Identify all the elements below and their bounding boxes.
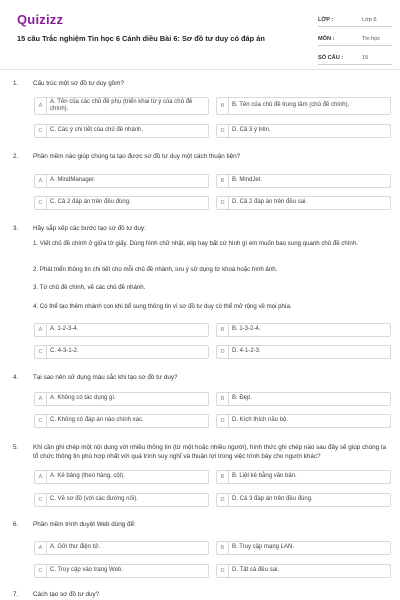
option-5a[interactable] xyxy=(34,470,209,484)
quizizz-logo[interactable]: Quizizz xyxy=(17,12,64,27)
option-text: A. Tên của các chủ đề phụ (triển khai từ ý của chủ đề chính). xyxy=(50,98,193,112)
option-letter: B xyxy=(217,471,229,483)
option-text: A. 1-2-3-4. xyxy=(50,326,79,333)
option-1b[interactable] xyxy=(216,97,391,115)
option-letter: C xyxy=(35,197,47,209)
option-text: A. Không có tác dụng gì. xyxy=(50,395,116,402)
option-text: C. Cả 2 đáp án trên đều đúng. xyxy=(50,199,131,206)
option-text: B. Đẹp. xyxy=(232,395,253,402)
question-text: Cách tạo sơ đồ tư duy? xyxy=(33,591,100,598)
option-text: D. Tất cả đều sai. xyxy=(232,567,279,574)
option-2d[interactable] xyxy=(216,196,391,210)
meta-info xyxy=(318,11,392,65)
worksheet-header xyxy=(0,0,400,70)
step-2: 2. Phát triển thông tin chi tiết cho mỗi chủ đề nhánh, lưu ý sử dụng từ khoá hoặc hình ảnh. xyxy=(33,266,278,273)
question-number: 7. xyxy=(13,591,19,598)
option-letter: C xyxy=(35,415,47,427)
option-text: B. Truy cập mạng LAN. xyxy=(232,544,295,551)
option-text: D. Cả 3 đáp án trên đều đúng. xyxy=(232,496,313,503)
option-letter: A xyxy=(35,175,47,187)
option-letter: A xyxy=(35,98,47,114)
option-letter: A xyxy=(35,542,47,554)
option-3a[interactable] xyxy=(34,323,209,337)
option-4c[interactable] xyxy=(34,414,209,428)
step-4: 4. Có thể tạo thêm nhánh con khi bổ sung thông tin vì sơ đồ tư duy có thể mở rộng về mọi phía. xyxy=(33,303,292,310)
question-number: 2. xyxy=(13,153,19,160)
option-6b[interactable] xyxy=(216,541,391,555)
option-2b[interactable] xyxy=(216,174,391,188)
question-text: Cấu trúc một sơ đồ tư duy gồm? xyxy=(33,80,124,87)
option-letter: B xyxy=(217,542,229,554)
option-text: C. Các ý chi tiết của chủ đề nhánh. xyxy=(50,127,144,134)
option-text: A. MindManager. xyxy=(50,177,96,184)
meta-label-count: SỐ CÂU : xyxy=(318,55,344,61)
step-1: 1. Viết chủ đề chính ở giữa tờ giấy. Dùng hình chữ nhật, elip hay bất cứ hình gì em muốn bao xung quanh chủ đề chính. xyxy=(33,240,358,247)
question-text: Phần mềm trình duyệt Web dùng để: xyxy=(33,521,136,528)
option-letter: D xyxy=(217,197,229,209)
header-divider xyxy=(0,69,400,70)
option-3d[interactable] xyxy=(216,345,391,359)
option-letter: A xyxy=(35,471,47,483)
option-1c[interactable] xyxy=(34,124,209,138)
option-text: A. Gửi thư điện tử. xyxy=(50,544,101,551)
option-5b[interactable] xyxy=(216,470,391,484)
option-letter: D xyxy=(217,565,229,577)
option-5c[interactable] xyxy=(34,493,209,507)
option-text: B. 1-3-2-4. xyxy=(232,326,261,333)
option-5d[interactable] xyxy=(216,493,391,507)
question-text: Khi cần ghi chép một nội dung với nhiều thông tin (từ một hoặc nhiều người), hình thức ghi chép nào sau đây sẽ giúp chúng ta tổ chức thông tin phù hợp nhất với quá trình suy nghĩ và thuận lợi trong việc trình bày cho người khác? xyxy=(33,444,387,460)
meta-value-class: Lớp 6 xyxy=(362,17,377,23)
option-letter: D xyxy=(217,346,229,358)
option-letter: D xyxy=(217,415,229,427)
option-4a[interactable] xyxy=(34,392,209,406)
question-number: 1. xyxy=(13,80,19,87)
question-number: 6. xyxy=(13,521,19,528)
option-text: C. 4-3-1-2. xyxy=(50,348,79,355)
step-3: 3. Từ chủ đề chính, vẽ các chủ đề nhánh. xyxy=(33,284,146,291)
option-letter: D xyxy=(217,125,229,137)
option-6d[interactable] xyxy=(216,564,391,578)
option-2a[interactable] xyxy=(34,174,209,188)
option-letter: C xyxy=(35,125,47,137)
question-text: Tại sao nên sử dụng màu sắc khi tạo sơ đồ tư duy? xyxy=(33,374,178,381)
option-text: D. 4-1-2-3. xyxy=(232,348,261,355)
option-letter: B xyxy=(217,324,229,336)
meta-row-count xyxy=(318,49,392,65)
meta-value-count: 15 xyxy=(362,55,369,61)
option-text: C. Không có đáp án nào chính xác. xyxy=(50,417,144,424)
option-letter: C xyxy=(35,494,47,506)
meta-row-class xyxy=(318,11,392,27)
option-letter: C xyxy=(35,565,47,577)
option-text: B. MindJet. xyxy=(232,177,263,184)
meta-value-subject: Tin học xyxy=(362,36,381,42)
option-letter: A xyxy=(35,393,47,405)
option-1d[interactable] xyxy=(216,124,391,138)
option-3b[interactable] xyxy=(216,323,391,337)
meta-label-class: LỚP : xyxy=(318,17,334,23)
option-letter: B xyxy=(217,175,229,187)
question-number: 4. xyxy=(13,374,19,381)
option-4d[interactable] xyxy=(216,414,391,428)
option-text: B. Tên của chủ đề trung tâm (chủ đề chính). xyxy=(232,102,350,109)
option-1a[interactable] xyxy=(34,97,209,115)
option-2c[interactable] xyxy=(34,196,209,210)
option-6a[interactable] xyxy=(34,541,209,555)
option-text: D. Cả 3 ý trên. xyxy=(232,127,271,134)
question-number: 3. xyxy=(13,225,19,232)
option-text: B. Liệt kê bằng văn bản. xyxy=(232,473,297,480)
meta-row-subject xyxy=(318,30,392,46)
option-letter: B xyxy=(217,393,229,405)
option-6c[interactable] xyxy=(34,564,209,578)
option-text: C. Truy cập vào trang Web. xyxy=(50,567,123,574)
option-text: A. Kẻ bảng (theo hàng, cột). xyxy=(50,473,126,480)
option-4b[interactable] xyxy=(216,392,391,406)
option-letter: B xyxy=(217,98,229,114)
option-letter: C xyxy=(35,346,47,358)
option-3c[interactable] xyxy=(34,345,209,359)
question-text: Hãy sắp xếp các bước tạo sơ đồ tư duy: xyxy=(33,225,146,232)
page-title: 15 câu Trắc nghiệm Tin học 6 Cánh diều Bài 6: Sơ đồ tư duy có đáp án xyxy=(17,34,265,43)
option-letter: D xyxy=(217,494,229,506)
option-letter: A xyxy=(35,324,47,336)
question-text: Phần mềm nào giúp chúng ta tạo được sơ đồ tư duy một cách thuận tiện? xyxy=(33,153,241,160)
question-number: 5. xyxy=(13,444,19,451)
option-text: D. Cả 2 đáp án trên đều sai. xyxy=(232,199,308,206)
option-text: D. Kích thích não bộ. xyxy=(232,417,289,424)
option-text: C. Vẽ sơ đồ (với các đường nối). xyxy=(50,496,138,503)
meta-label-subject: MÔN : xyxy=(318,36,335,42)
